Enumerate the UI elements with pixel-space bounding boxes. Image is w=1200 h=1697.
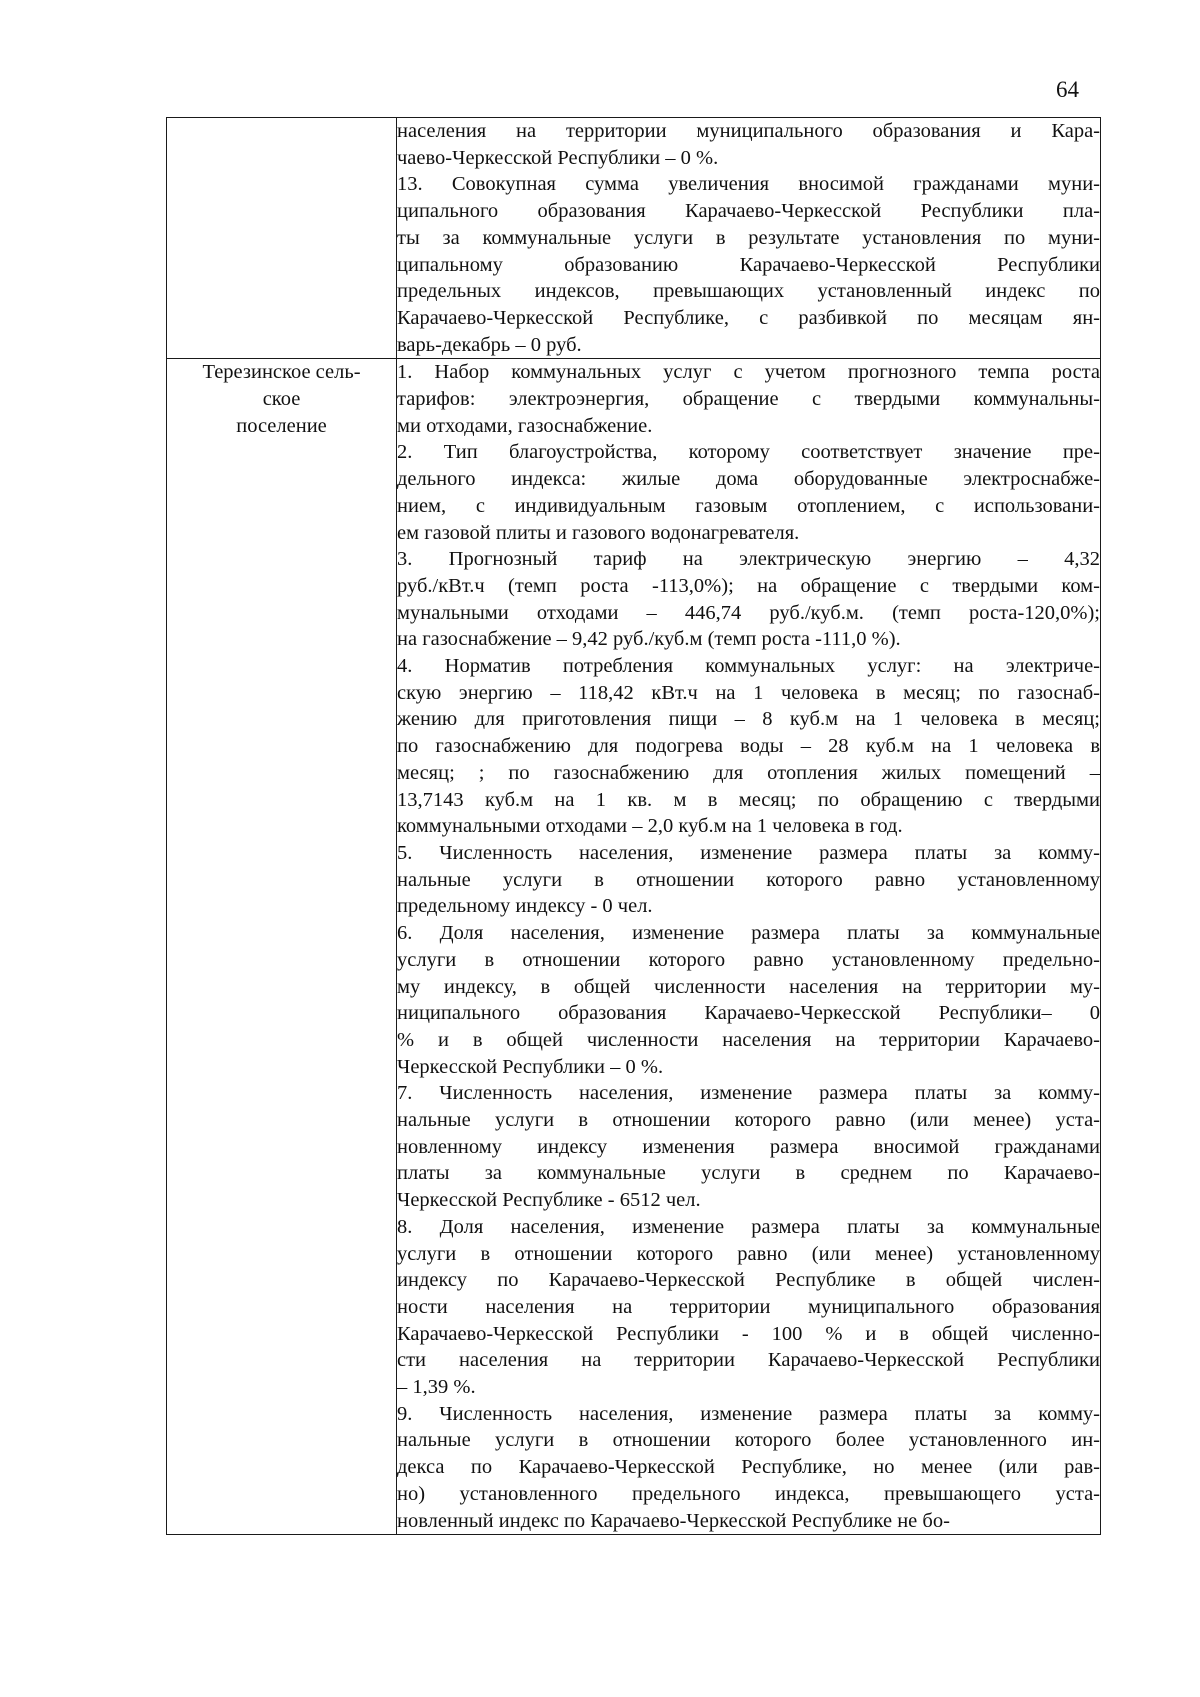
- text-line: на газоснабжение – 9,42 руб./куб.м (темп роста -111,0 %).: [397, 628, 901, 651]
- text-line: 3. Прогнозный тариф на электрическую энергию – 4,32: [397, 548, 1100, 571]
- text-line: ности населения на территории муниципального образования: [397, 1295, 1100, 1318]
- text-line: 8. Доля населения, изменение размера платы за коммунальные: [397, 1215, 1100, 1238]
- indicator-paragraph: [397, 1214, 1100, 1401]
- indicator-paragraph: [397, 118, 1100, 171]
- text-line: новленный индекс по Карачаево-Черкесской Республике не бо-: [397, 1509, 950, 1532]
- indicator-paragraph: [397, 171, 1100, 358]
- text-line: му индексу, в общей численности населения на территории му-: [397, 975, 1100, 998]
- text-line: декса по Карачаево-Черкесской Республике, но менее (или рав-: [397, 1456, 1100, 1479]
- text-line: 5. Численность населения, изменение размера платы за комму-: [397, 841, 1100, 864]
- text-line: сти населения на территории Карачаево-Черкесской Республики: [397, 1349, 1100, 1372]
- indicator-paragraph: [397, 1401, 1100, 1535]
- municipality-name-line: ское: [262, 388, 301, 411]
- municipality-name-line: поселение: [236, 414, 327, 437]
- text-line: услуги в отношении которого равно установленному предельно-: [397, 948, 1100, 971]
- text-line: Черкесской Республики – 0 %.: [397, 1055, 664, 1078]
- text-line: руб./кВт.ч (темп роста -113,0%); на обращение с твердыми ком-: [397, 574, 1100, 597]
- document-table: [166, 117, 1101, 1535]
- text-line: новленному индексу изменения размера вносимой гражданами: [397, 1135, 1100, 1158]
- text-line: Черкесской Республике - 6512 чел.: [397, 1189, 701, 1212]
- text-line: 9. Численность населения, изменение размера платы за комму-: [397, 1402, 1100, 1425]
- text-line: 7. Численность населения, изменение размера платы за комму-: [397, 1082, 1100, 1105]
- text-line: скую энергию – 118,42 кВт.ч на 1 человека в месяц; по газоснаб-: [397, 681, 1100, 704]
- indicator-paragraph: [397, 840, 1100, 920]
- indicators-cell: [397, 359, 1101, 1535]
- text-line: мунальными отходами – 446,74 руб./куб.м. (темп роста-120,0%);: [397, 601, 1100, 624]
- table-row: [167, 118, 1101, 359]
- text-line: ниципального образования Карачаево-Черкесской Республики– 0: [397, 1002, 1100, 1025]
- indicator-paragraph: [397, 546, 1100, 653]
- text-line: коммунальными отходами – 2,0 куб.м на 1 человека в год.: [397, 815, 903, 838]
- text-line: тарифов: электроэнергия, обращение с твердыми коммунальны-: [397, 388, 1100, 411]
- text-line: % и в общей численности населения на территории Карачаево-: [397, 1028, 1100, 1051]
- text-line: нальные услуги в отношении которого более установленного ин-: [397, 1429, 1100, 1452]
- municipality-name-line: Терезинское сель-: [202, 361, 361, 384]
- indicators-cell: [397, 118, 1101, 359]
- text-line: дельного индекса: жилые дома оборудованные электроснабже-: [397, 468, 1100, 491]
- text-line: 1. Набор коммунальных услуг с учетом прогнозного темпа роста: [397, 361, 1100, 384]
- text-line: населения на территории муниципального образования и Кара-: [397, 120, 1100, 142]
- text-line: варь-декабрь – 0 руб.: [397, 333, 582, 356]
- text-line: ем газовой плиты и газового водонагревателя.: [397, 521, 800, 544]
- text-line: предельному индексу - 0 чел.: [397, 895, 653, 918]
- indicator-paragraph: [397, 359, 1100, 439]
- municipality-cell: [167, 359, 397, 1535]
- text-line: 6. Доля населения, изменение размера платы за коммунальные: [397, 922, 1100, 945]
- text-line: ципального образования Карачаево-Черкесской Республики пла-: [397, 200, 1100, 223]
- text-line: ты за коммунальные услуги в результате установления по муни-: [397, 226, 1100, 249]
- text-line: нальные услуги в отношении которого равно установленному: [397, 868, 1100, 891]
- text-line: 4. Норматив потребления коммунальных услуг: на электриче-: [397, 655, 1100, 678]
- table-body: [167, 118, 1101, 1535]
- text-line: но) установленного предельного индекса, превышающего уста-: [397, 1482, 1100, 1505]
- indicator-paragraph: [397, 920, 1100, 1080]
- text-line: нием, с индивидуальным газовым отоплением, с использовани-: [397, 494, 1100, 517]
- text-line: ми отходами, газоснабжение.: [397, 414, 653, 437]
- text-line: 13,7143 куб.м на 1 кв. м в месяц; по обращению с твердыми: [397, 788, 1100, 811]
- text-line: Карачаево-Черкесской Республики - 100 % и в общей численно-: [397, 1322, 1100, 1345]
- text-line: жению для приготовления пищи – 8 куб.м на 1 человека в месяц;: [397, 708, 1100, 731]
- table-row: [167, 359, 1101, 1535]
- text-line: индексу по Карачаево-Черкесской Республике в общей числен-: [397, 1269, 1100, 1292]
- text-line: Карачаево-Черкесской Республике, с разбивкой по месяцам ян-: [397, 306, 1100, 329]
- text-line: услуги в отношении которого равно (или менее) установленному: [397, 1242, 1100, 1265]
- text-line: платы за коммунальные услуги в среднем по Карачаево-: [397, 1162, 1100, 1185]
- text-line: нальные услуги в отношении которого равно (или менее) уста-: [397, 1109, 1100, 1132]
- text-line: по газоснабжению для подогрева воды – 28 куб.м на 1 человека в: [397, 735, 1100, 758]
- text-line: 13. Совокупная сумма увеличения вносимой гражданами муни-: [397, 173, 1100, 196]
- indicator-paragraph: [397, 1080, 1100, 1214]
- municipality-cell: [167, 118, 397, 359]
- text-line: ципальному образованию Карачаево-Черкесской Республики: [397, 253, 1100, 276]
- page-number: 64: [1056, 77, 1079, 102]
- text-line: предельных индексов, превышающих установленный индекс по: [397, 280, 1100, 303]
- indicator-paragraph: [397, 653, 1100, 840]
- text-line: чаево-Черкесской Республики – 0 %.: [397, 146, 719, 169]
- text-line: 2. Тип благоустройства, которому соответствует значение пре-: [397, 441, 1100, 464]
- indicator-paragraph: [397, 439, 1100, 546]
- text-line: месяц; ; по газоснабжению для отопления жилых помещений –: [397, 761, 1100, 784]
- text-line: – 1,39 %.: [397, 1376, 476, 1399]
